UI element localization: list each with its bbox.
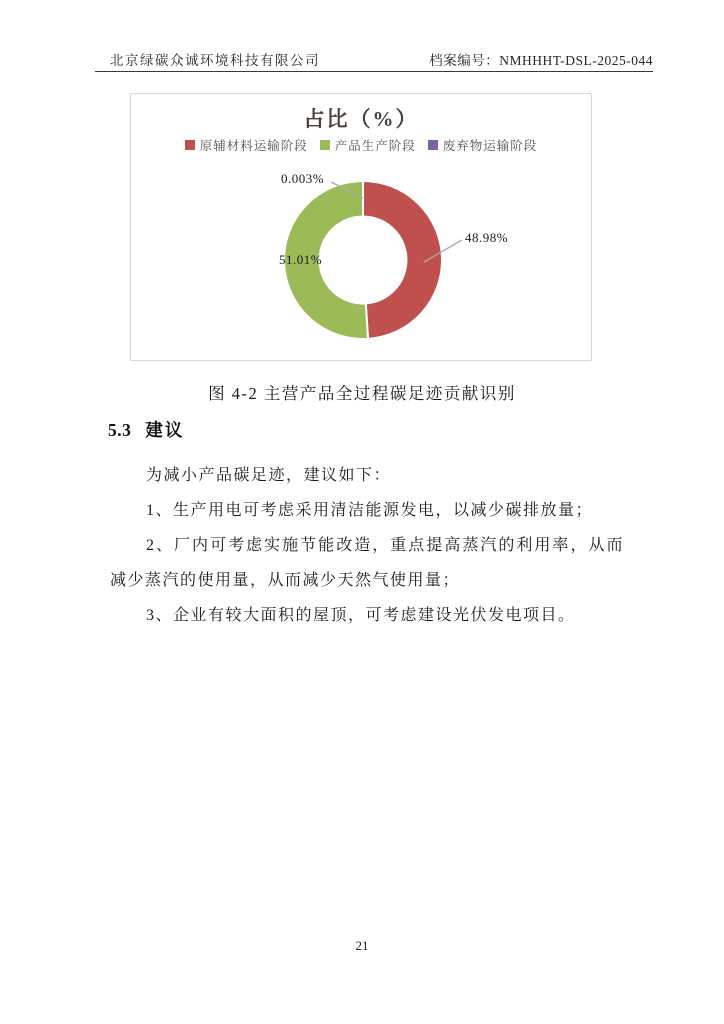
figure-caption: 图 4-2 主营产品全过程碳足迹贡献识别 [208,384,516,403]
page-number: 21 [355,938,369,953]
header-company-name: 北京绿碳众诚环境科技有限公司 [110,53,320,68]
paragraph-suggestion-2: 2、厂内可考虑实施节能改造，重点提高蒸汽的利用率，从而减少蒸汽的使用量，从而减少天然气使用量； [110,537,624,589]
header-doc-number [429,49,653,69]
body-text [110,458,624,633]
legend-label: 废弃物运输阶段 [442,139,538,153]
pie-chart-container [130,93,592,361]
paragraph-suggestion-3: 3、企业有较大面积的屋顶，可考虑建设光伏发电项目。 [146,607,576,624]
data-label-production-pct: 51.01% [279,252,323,267]
doc-number-label: 档案编号： [429,53,500,68]
data-label-waste-pct: 0.003% [281,171,325,186]
paragraph-intro: 为减小产品碳足迹，建议如下： [146,467,392,484]
data-label-raw-material-pct: 48.98% [465,230,509,245]
doc-number-value: NMHHHT-DSL-2025-044 [499,53,653,68]
legend-label: 原辅材料运输阶段 [199,139,308,153]
chart-title: 占比（%） [303,107,419,131]
donut-slice-0 [363,181,442,339]
legend-label: 产品生产阶段 [334,139,416,153]
section-heading [108,417,184,442]
paragraph-suggestion-1: 1、生产用电可考虑采用清洁能源发电，以减少碳排放量； [146,502,594,519]
section-title: 建议 [145,420,185,440]
section-number: 5.3 [108,420,132,440]
donut-chart [131,94,593,362]
header-divider [95,71,653,72]
